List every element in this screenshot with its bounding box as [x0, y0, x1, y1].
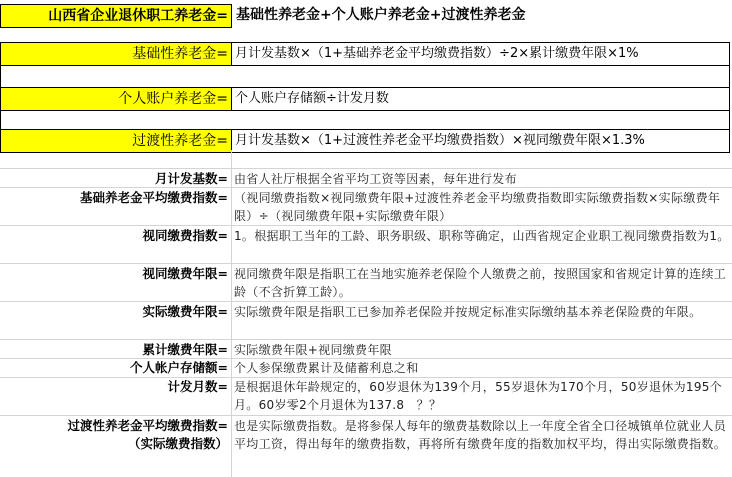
personal-account-pension-label[interactable]: 个人账户养老金= — [0, 87, 232, 111]
personal-account-pension-formula[interactable]: 个人账户存储额÷计发月数 — [232, 87, 730, 111]
transitional-avg-index-label-line1: 过渡性养老金平均缴费指数= — [67, 418, 228, 433]
definition-row — [0, 189, 732, 225]
row-gridline — [0, 339, 732, 340]
row-gridline — [0, 168, 732, 169]
empty-cell[interactable] — [0, 111, 730, 131]
payout-months-label[interactable]: 计发月数= — [167, 379, 228, 394]
transitional-avg-index-label-line2: （实际缴费指数） — [127, 436, 228, 451]
cumulative-years-label[interactable]: 累计缴费年限= — [142, 342, 228, 357]
formula-row-transitional — [0, 129, 732, 153]
actual-years-text[interactable]: 实际缴费年限是指职工已参加养老保险并按规定标准实际缴纳基本养老保险费的年限。 — [234, 305, 702, 319]
empty-cell[interactable] — [0, 66, 730, 88]
transitional-pension-formula[interactable]: 月计发基数×（1+过渡性养老金平均缴费指数）×视同缴费年限×1.3% — [232, 129, 730, 153]
transitional-avg-index-text[interactable]: 也是实际缴费指数。是将参保人每年的缴费基数除以上一年度全省全口径城镇单位就业人员平均工资，得出每年的缴费指数，再将所有缴费年度的指数加权平均，得出实际缴费指数。 — [234, 419, 727, 451]
definition-row — [0, 341, 732, 359]
title-row — [0, 4, 732, 28]
basic-pension-label[interactable]: 基础性养老金= — [0, 42, 232, 66]
monthly-base-label[interactable]: 月计发基数= — [155, 171, 228, 186]
deemed-years-text[interactable]: 视同缴费年限是指职工在当地实施养老保险个人缴费之前，按照国家和省规定计算的连续工龄（不含折算工龄）。 — [234, 267, 727, 299]
deemed-index-text[interactable]: 1。根据职工当年的工龄、职务职级、职称等确定，山西省规定企业职工视同缴费指数为1。 — [234, 229, 730, 243]
basic-avg-index-label[interactable]: 基础养老金平均缴费指数= — [80, 190, 228, 205]
row-gridline — [0, 415, 732, 416]
title-label[interactable]: 山西省企业退休职工养老金= — [0, 4, 232, 28]
transitional-pension-label[interactable]: 过渡性养老金= — [0, 129, 232, 153]
basic-avg-index-text[interactable]: （视同缴费指数×视同缴费年限+过渡性养老金平均缴费指数即实际缴费指数×实际缴费年限）÷（视同缴费年限+实际缴费年限） — [234, 191, 721, 223]
deemed-index-label[interactable]: 视同缴费指数= — [142, 228, 228, 243]
definition-row — [0, 227, 732, 263]
basic-pension-formula[interactable]: 月计发基数×（1+基础养老金平均缴费指数）÷2×累计缴费年限×1% — [232, 42, 730, 66]
formula-row-basic — [0, 42, 732, 66]
payout-months-text[interactable]: 是根据退休年龄规定的，60岁退休为139个月，55岁退休为170个月，50岁退休为195个月。60岁零2个月退休为137.8 ？？ — [234, 380, 723, 412]
actual-years-label[interactable]: 实际缴费年限= — [142, 304, 228, 319]
deemed-years-label[interactable]: 视同缴费年限= — [142, 266, 228, 281]
definition-row — [0, 417, 732, 475]
account-balance-text[interactable]: 个人参保缴费累计及储蓄利息之和 — [234, 361, 419, 375]
definition-row — [0, 303, 732, 339]
monthly-base-text[interactable]: 由省人社厅根据全省平均工资等因素，每年进行发布 — [234, 172, 517, 186]
formula-row-personal — [0, 87, 732, 111]
row-gridline — [0, 301, 732, 302]
cumulative-years-text[interactable]: 实际缴费年限+视同缴费年限 — [234, 343, 392, 357]
empty-row — [0, 66, 732, 88]
row-gridline — [0, 263, 732, 264]
row-gridline — [0, 225, 732, 226]
definition-row — [0, 265, 732, 301]
title-formula[interactable]: 基础性养老金+个人账户养老金+过渡性养老金 — [236, 7, 526, 23]
definition-row — [0, 170, 732, 188]
account-balance-label[interactable]: 个人帐户存储额= — [130, 360, 228, 375]
definition-row — [0, 378, 732, 415]
transitional-avg-index-label[interactable] — [0, 417, 230, 475]
definition-row — [0, 359, 732, 377]
empty-row — [0, 111, 732, 131]
